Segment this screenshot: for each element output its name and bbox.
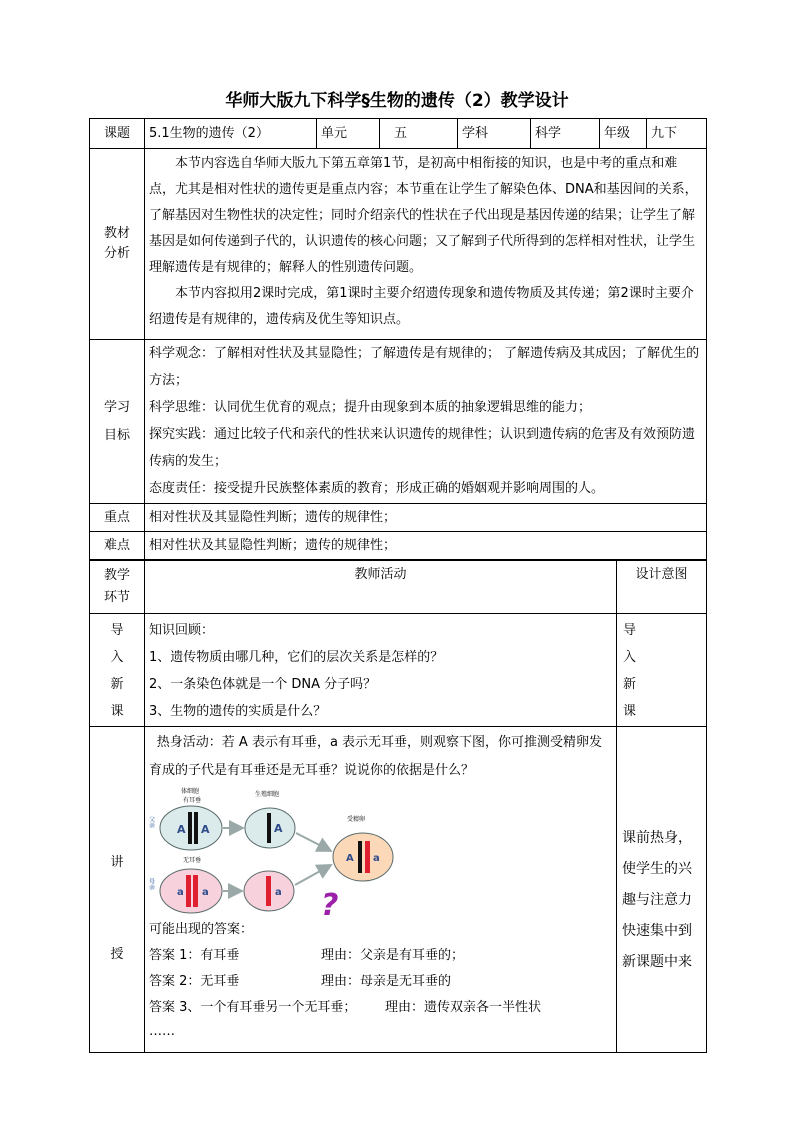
intro-intent: 导 入 新 课 — [617, 614, 707, 727]
review-heading: 知识回顾： — [149, 623, 215, 638]
grade-label: 年级 — [600, 119, 647, 149]
grade-value: 九下 — [647, 119, 707, 149]
page-title: 华师大版九下科学§生物的遗传（2）教学设计 — [225, 91, 569, 111]
key-value: 相对性状及其显隐性判断；遗传的规律性； — [145, 504, 707, 532]
chromosome — [358, 841, 362, 873]
answer-row: 答案 1：有耳垂 理由：父亲是有耳垂的； — [149, 948, 465, 963]
goal-attitude: 态度责任：接受提升民族整体素质的教育；形成正确的婚姻观并影响周围的人。 — [149, 481, 605, 496]
subject-value: 科学 — [531, 119, 600, 149]
arrow — [295, 865, 331, 885]
teach-content — [145, 727, 617, 1053]
chromosome — [194, 812, 198, 844]
chromosome — [267, 813, 271, 843]
review-question-1: 1、遗传物质由哪几种，它们的层次关系是怎样的？ — [149, 650, 444, 665]
somatic-label: 体细胞 — [181, 788, 200, 795]
answer-row: 答案 3、一个有耳垂另一个无耳垂； 理由：遗传双亲各一半性状 — [149, 1000, 542, 1015]
no-lobe-label: 无耳垂 — [183, 857, 202, 864]
teach-intent: 课前热身，使学生的兴趣与注意力快速集中到新课题中来 — [617, 727, 707, 1053]
allele-a-zygote: a — [373, 853, 380, 864]
subject-label: 学科 — [458, 119, 531, 149]
allele-A-right: A — [201, 823, 210, 836]
teacher-activity-header: 教师活动 — [145, 561, 617, 614]
header-row — [90, 119, 707, 149]
design-intent-header: 设计意图 — [617, 561, 707, 614]
warmup-text: 热身活动：若 A 表示有耳垂，a 表示无耳垂，则观察下图，你可推测受精卵发育成的子代是有耳垂还是无耳垂？说说你的依据是什么？ — [149, 735, 603, 778]
difficult-value: 相对性状及其显隐性判断；遗传的规律性； — [145, 532, 707, 560]
review-question-3: 3、生物的遗传的实质是什么？ — [149, 704, 327, 719]
intro-stage: 导 入 新 课 — [90, 614, 145, 727]
goal-thinking: 科学思维：认同优生优育的观点；提升由现象到本质的抽象逻辑思维的能力； — [149, 400, 592, 415]
allele-A-left: A — [177, 823, 186, 836]
goal-concept: 科学观念：了解相对性状及其显隐性；了解遗传是有规律的； 了解遗传病及其成因；了解优生的方法； — [149, 346, 700, 388]
unit-value: 五 — [380, 119, 458, 149]
arrow — [296, 833, 331, 851]
chromosome — [193, 875, 198, 907]
stage-header: 教学 环节 — [90, 561, 145, 614]
goals-label: 学习 目标 — [90, 340, 145, 504]
topic-label: 课题 — [90, 119, 145, 149]
teach-stage: 讲 授 — [90, 727, 145, 1053]
zygote-label: 受精卵 — [347, 816, 366, 823]
intro-row — [90, 614, 707, 727]
zygote-cell — [333, 833, 393, 881]
topic-value: 5.1生物的遗传（2） — [145, 119, 317, 149]
goals-row — [90, 340, 707, 504]
mother-label: 母亲 — [147, 878, 155, 890]
ear-lobe-diagram — [147, 785, 403, 923]
chromosome — [266, 876, 271, 906]
difficult-row — [90, 532, 707, 560]
chromosome — [365, 841, 370, 873]
analysis-paragraph-2: 本节内容拟用2课时完成，第1课时主要介绍遗传现象和遗传物质及其传递；第2课时主要介绍遗传是有规律的，遗传病及优生等知识点。 — [149, 286, 694, 327]
has-lobe-label: 有耳垂 — [183, 797, 202, 804]
ellipsis: …… — [149, 1024, 175, 1039]
key-row — [90, 504, 707, 532]
lesson-info-table — [89, 118, 707, 560]
goals-content — [145, 340, 707, 504]
goal-practice: 探究实践：通过比较子代和亲代的性状来认识遗传的规律性；认识到遗传病的危害及有效预防遗传病的发生； — [149, 427, 696, 469]
teach-row — [90, 727, 707, 1053]
germ-label: 生殖细胞 — [255, 791, 280, 798]
question-mark-icon: ? — [321, 888, 339, 923]
chromosome — [186, 875, 191, 907]
key-label: 重点 — [90, 504, 145, 532]
difficult-label: 难点 — [90, 532, 145, 560]
allele-A-zygote: A — [346, 853, 354, 864]
analysis-row — [90, 149, 707, 340]
answer-row: 答案 2：无耳垂 理由：母亲是无耳垂的 — [149, 974, 452, 989]
father-label: 父亲 — [147, 816, 155, 828]
answers-heading: 可能出现的答案： — [149, 922, 254, 937]
process-header-row — [90, 561, 707, 614]
allele-a-right: a — [202, 887, 209, 898]
allele-A-germ: A — [274, 822, 283, 835]
unit-label: 单元 — [317, 119, 380, 149]
analysis-paragraph-1: 本节内容选自华师大版九下第五章第1节，是初高中相衔接的知识，也是中考的重点和难点，尤其是相对性状的遗传更是重点内容；本节重在让学生了解染色体、DNA和基因间的关系，了解基因对生物性状的决定性；同时介绍亲代的性状在子代出现是基因传递的结果；让学生了解基因是如何传递到子代的，认识遗传的核心问题；又了解到子代所得到的怎样相对性状，让学生理解遗传是有规律的；解释人的性别遗传问题。 — [149, 156, 698, 275]
analysis-label: 教材 分析 — [90, 149, 145, 340]
chromosome — [188, 812, 192, 844]
review-question-2: 2、一条染色体就是一个 DNA 分子吗？ — [149, 677, 377, 692]
intro-questions — [145, 614, 617, 727]
allele-a-germ: a — [275, 887, 282, 898]
analysis-content — [145, 149, 707, 340]
allele-a-left: a — [177, 887, 184, 898]
process-table — [89, 560, 707, 1053]
